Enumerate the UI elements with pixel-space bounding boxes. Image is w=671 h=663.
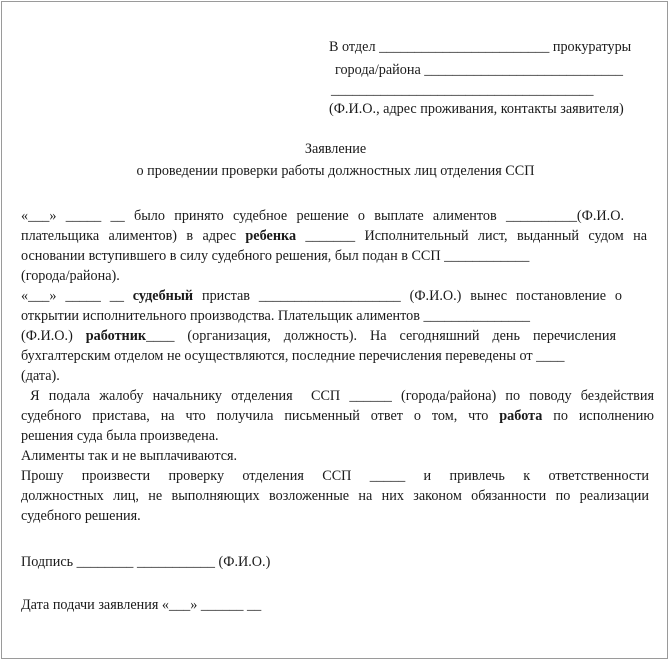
body-p3-line3: решения суда была произведена. [21, 428, 219, 444]
body-p5-line3: судебного решения. [21, 508, 141, 524]
body-p5-line2: должностных лиц, не выполняющих возложенные на них законом обязанности по реализации [21, 488, 649, 504]
body-p1-line4: (города/района). [21, 268, 120, 284]
document-title: Заявление [304, 141, 367, 157]
body-text: «___» _____ __ [21, 288, 133, 304]
header-city-line: города/района ____________________________ [335, 62, 623, 78]
body-text: плательщика алиментов) в адрес [21, 228, 246, 244]
body-p4-line1: Алименты так и не выплачиваются. [21, 448, 238, 464]
body-p2-line2: открытии исполнительного производства. Плательщик алиментов _______________ [21, 308, 530, 324]
body-p3-line1: Я подала жалобу начальнику отделения ССП ______ (города/района) по поводу бездействия [21, 388, 654, 404]
body-p2-line4: бухгалтерским отделом не осуществляются, последние перечисления переведены от ____ [21, 348, 565, 364]
body-text: пристав ____________________ (Ф.И.О.) вынес постановление о [193, 288, 622, 304]
header-blank-line: _____________________________________ [331, 82, 594, 98]
body-p1-line2 [21, 227, 647, 245]
body-text: по исполнению [542, 408, 654, 424]
header-applicant-hint: (Ф.И.О., адрес проживания, контакты заявителя) [329, 101, 624, 117]
bold-word-work: работа [499, 408, 543, 424]
body-text: (Ф.И.О.) [21, 328, 86, 344]
body-p2-line3 [21, 327, 616, 345]
body-p1-line3: основании вступившего в силу судебного решения, был подан в ССП ____________ [21, 248, 530, 264]
body-p5-line1: Прошу произвести проверку отделения ССП _____ и привлечь к ответственности [21, 468, 649, 484]
bold-word-bailiff: судебный [132, 288, 194, 304]
body-p1-line1: «___» _____ __ было принято судебное решение о выплате алиментов __________(Ф.И.О. [21, 208, 624, 224]
body-text: судебного пристава, на что получила письменный ответ о том, что [21, 408, 500, 424]
header-department-line: В отдел ________________________ прокуратуры [329, 39, 632, 55]
bold-word-employee: работник [85, 328, 147, 344]
body-text: _______ Исполнительный лист, выданный судом на [296, 228, 647, 244]
document-page [1, 1, 668, 659]
signature-line: Подпись ________ ___________ (Ф.И.О.) [21, 554, 271, 570]
body-text: ____ (организация, должность). На сегодняшний день перечисления [146, 328, 616, 344]
bold-word-child: ребенка [245, 228, 297, 244]
submission-date-line: Дата подачи заявления «___» ______ __ [21, 597, 262, 613]
body-p3-line2 [21, 407, 654, 425]
document-subtitle: о проведении проверки работы должностных лиц отделения ССП [136, 163, 535, 179]
body-p2-line5: (дата). [21, 368, 60, 384]
body-p2-line1 [21, 287, 622, 305]
